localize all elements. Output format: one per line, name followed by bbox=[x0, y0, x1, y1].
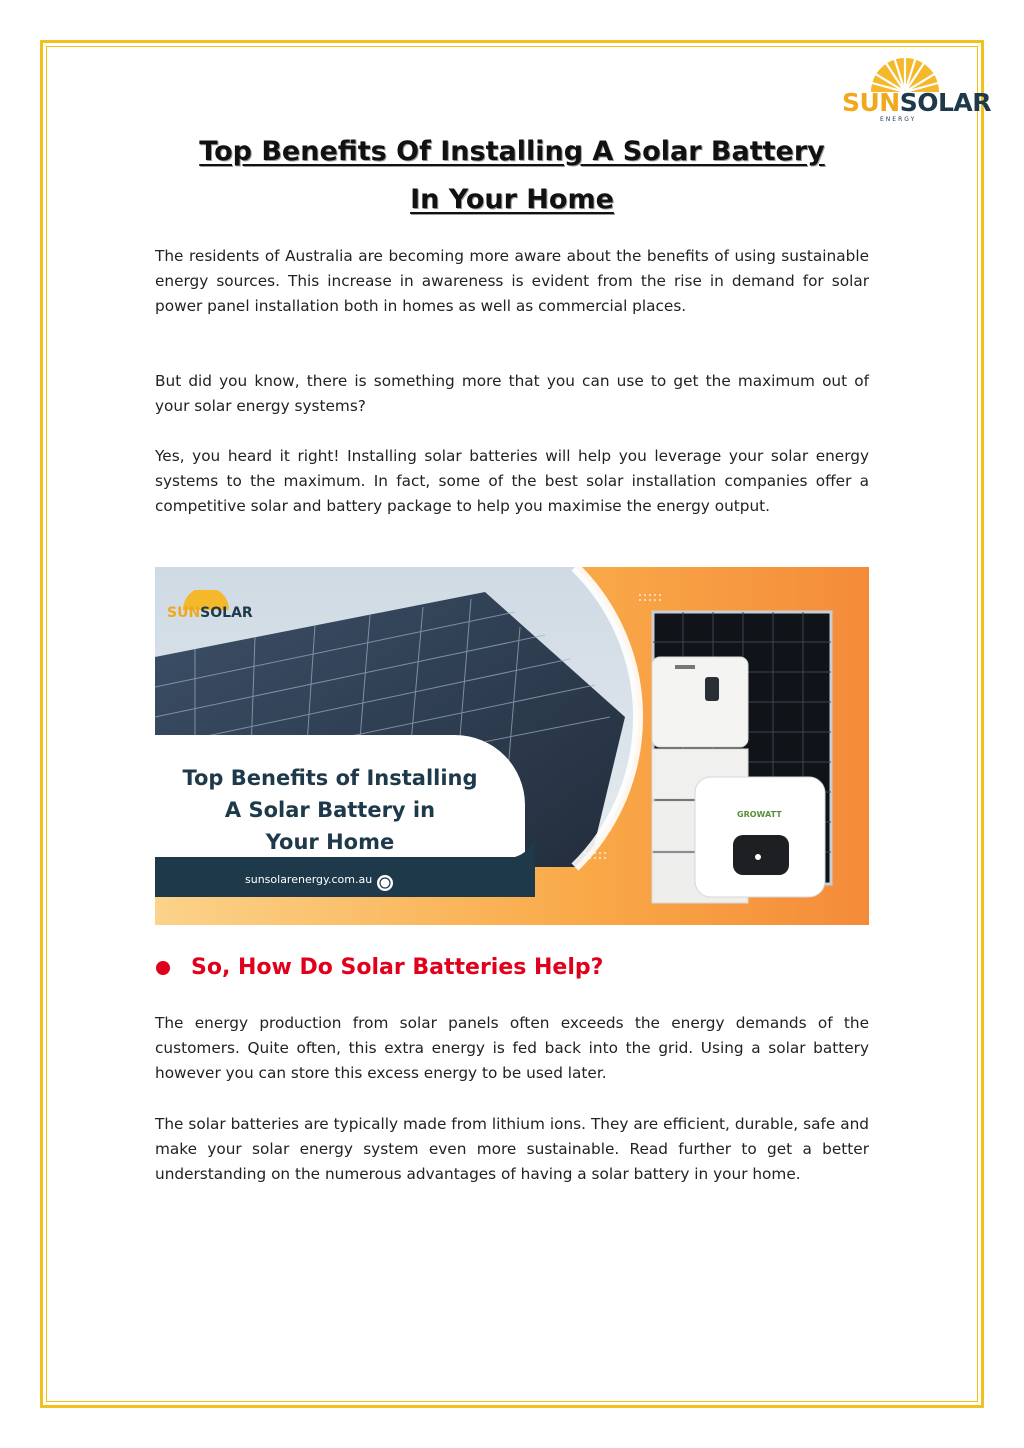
section-heading: So, How Do Solar Batteries Help? bbox=[191, 955, 604, 980]
inverter-unit bbox=[695, 777, 825, 897]
hero-logo-solar-text: SOLAR bbox=[200, 605, 253, 621]
inverter-brand: GROWATT bbox=[737, 810, 782, 819]
hero-logo bbox=[167, 590, 253, 630]
title-line-1: Top Benefits Of Installing A Solar Battery bbox=[199, 136, 825, 167]
intro-paragraph-2: But did you know, there is something more that you can use to get the maximum out of your solar energy systems? bbox=[155, 372, 869, 415]
logo-solar-text: SOLAR bbox=[899, 88, 992, 117]
logo-subtitle: ENERGY bbox=[880, 116, 917, 123]
section-bullet bbox=[156, 961, 170, 975]
brand-logo bbox=[842, 56, 992, 123]
hero-title-line-1: Top Benefits of Installing bbox=[182, 766, 478, 790]
logo-wordmark bbox=[842, 88, 992, 117]
hero-title-line-2: A Solar Battery in bbox=[224, 798, 436, 822]
intro-paragraph-1: The residents of Australia are becoming more aware about the benefits of using sustainable energy sources. This increase in awareness is evident from the rise in demand for solar power panel installation both in homes as well as commercial places. bbox=[155, 247, 869, 315]
hero-title bbox=[165, 762, 495, 858]
hero-illustration bbox=[155, 567, 869, 925]
section-paragraph-2: The solar batteries are typically made from lithium ions. They are efficient, durable, safe and make your solar energy system even more sustainable. Read further to get a better understanding on the numerous advantages of having a solar battery in your home. bbox=[155, 1115, 869, 1183]
title-line-2: In Your Home bbox=[410, 184, 614, 215]
hero-logo-sun-text: SUN bbox=[167, 605, 201, 621]
logo-sun-text: SUN bbox=[842, 88, 900, 117]
hero-title-line-3: Your Home bbox=[265, 830, 395, 854]
section-paragraph-1: The energy production from solar panels often exceeds the energy demands of the customers. Quite often, this extra energy is fed back into the grid. Using a solar battery however you can store this excess energy to be used later. bbox=[155, 1014, 869, 1082]
hero-url: sunsolarenergy.com.au bbox=[245, 873, 373, 886]
intro-paragraph-3: Yes, you heard it right! Installing solar batteries will help you leverage your solar energy systems to the maximum. In fact, some of the best solar installation companies offer a competitive solar and battery package to help you maximise the energy output. bbox=[155, 447, 869, 515]
hero-logo-wordmark bbox=[167, 605, 253, 621]
hero-banner-image bbox=[155, 567, 869, 925]
page-title bbox=[100, 128, 924, 224]
